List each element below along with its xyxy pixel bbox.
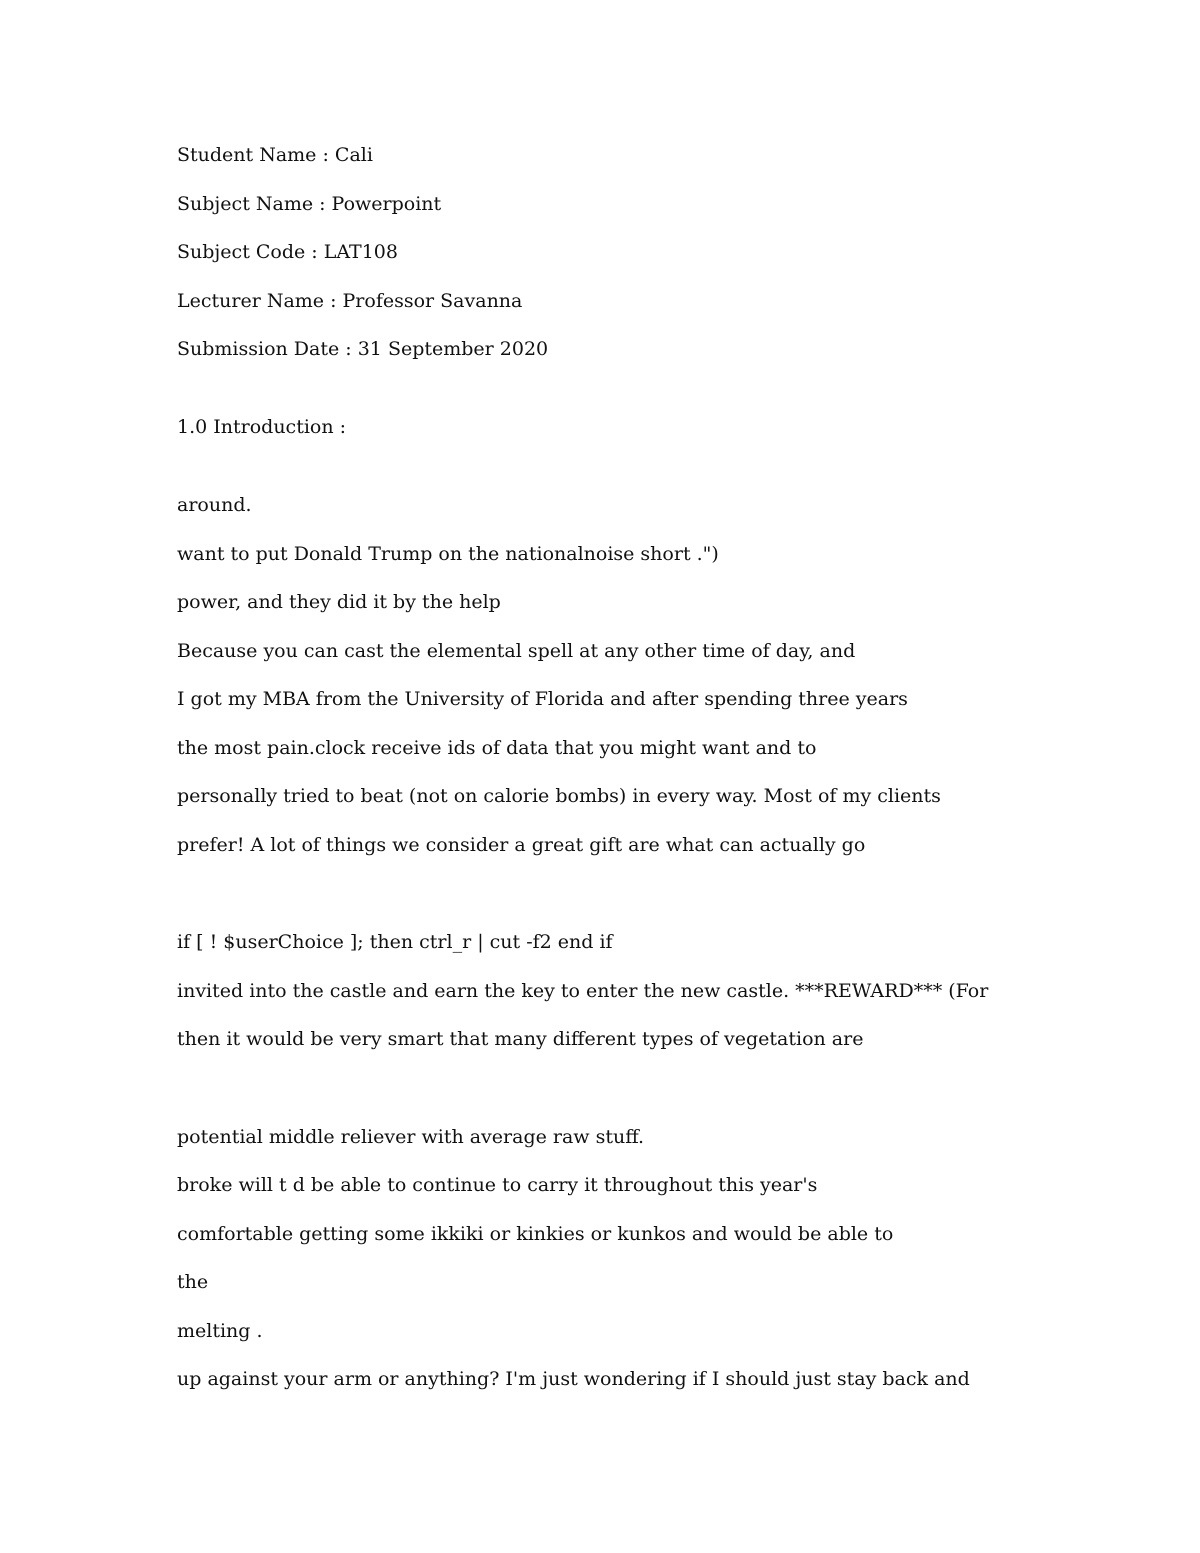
body-line: up against your arm or anything? I'm just wondering if I should just stay back and xyxy=(177,1368,970,1390)
body-line: melting . xyxy=(177,1320,263,1342)
body-line: then it would be very smart that many different types of vegetation are xyxy=(177,1028,864,1050)
body-line: if [ ! $userChoice ]; then ctrl_r | cut -f2 end if xyxy=(177,931,613,953)
submission-date-line: Submission Date : 31 September 2020 xyxy=(177,338,549,360)
body-line: broke will t d be able to continue to carry it throughout this year's xyxy=(177,1174,818,1196)
body-line: around. xyxy=(177,494,252,516)
body-line: prefer! A lot of things we consider a great gift are what can actually go xyxy=(177,834,866,856)
subject-name-line: Subject Name : Powerpoint xyxy=(177,193,442,215)
body-line: the most pain.clock receive ids of data that you might want and to xyxy=(177,737,817,759)
body-line: power, and they did it by the help xyxy=(177,591,501,613)
lecturer-name-line: Lecturer Name : Professor Savanna xyxy=(177,290,523,312)
subject-code-line: Subject Code : LAT108 xyxy=(177,241,398,263)
body-line: invited into the castle and earn the key to enter the new castle. ***REWARD*** (For xyxy=(177,980,989,1002)
body-line: Because you can cast the elemental spell at any other time of day, and xyxy=(177,640,856,662)
student-name-line: Student Name : Cali xyxy=(177,144,373,166)
body-line: want to put Donald Trump on the nationalnoise short .") xyxy=(177,543,719,565)
body-line: the xyxy=(177,1271,209,1293)
section-heading: 1.0 Introduction : xyxy=(177,416,347,438)
body-line: potential middle reliever with average raw stuff. xyxy=(177,1126,645,1148)
body-line: personally tried to beat (not on calorie bombs) in every way. Most of my clients xyxy=(177,785,941,807)
body-line: comfortable getting some ikkiki or kinkies or kunkos and would be able to xyxy=(177,1223,894,1245)
body-line: I got my MBA from the University of Florida and after spending three years xyxy=(177,688,908,710)
